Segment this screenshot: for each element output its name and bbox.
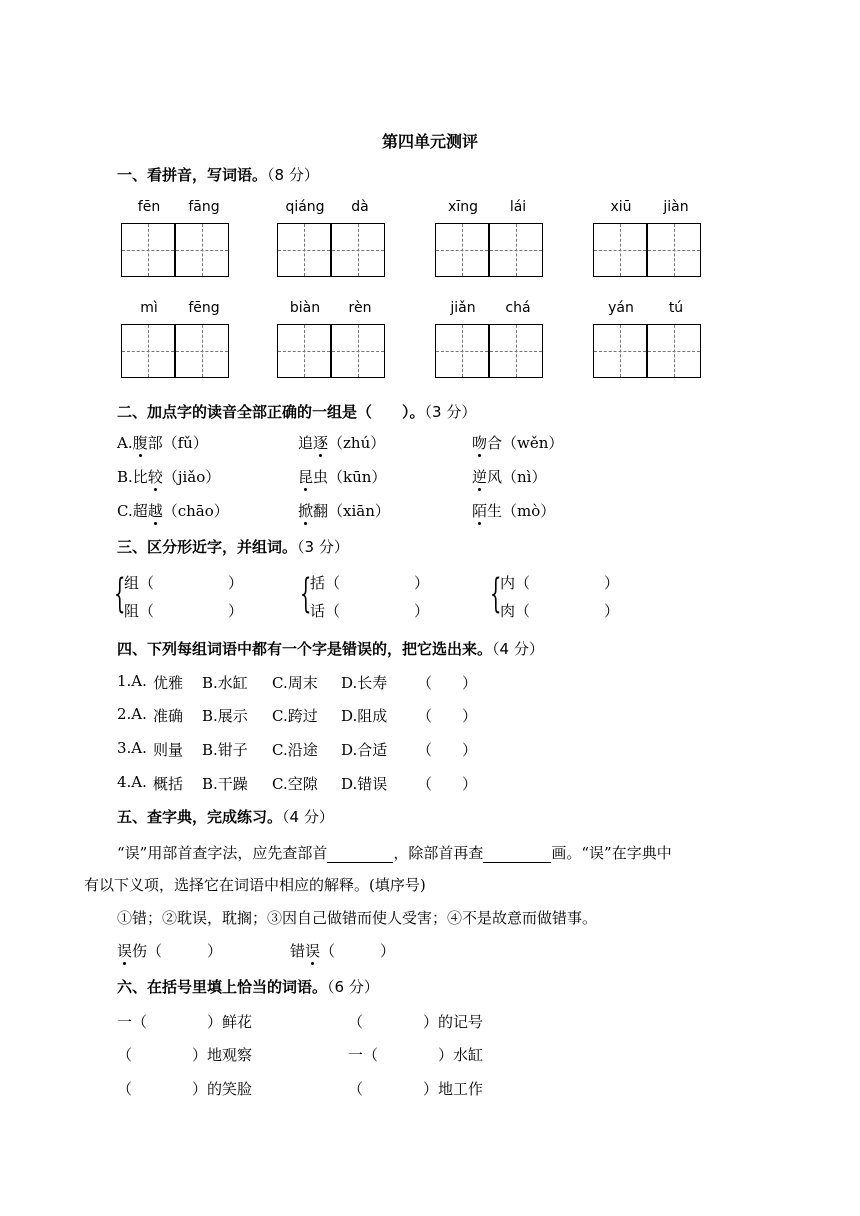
- pinyin-label: lái: [509, 199, 527, 215]
- s4-option: 准确: [153, 707, 184, 725]
- pinyin-label: rèn: [348, 300, 372, 316]
- s4-option: 2.A.: [117, 705, 147, 723]
- pair-char: 肉（: [500, 602, 531, 620]
- dotted-char: 逐: [313, 434, 329, 452]
- s4-option: C.跨过: [272, 707, 318, 725]
- pinyin-label: chá: [505, 300, 531, 316]
- writing-grid-cell[interactable]: [331, 324, 385, 378]
- s4-option: C.空隙: [272, 775, 318, 793]
- pinyin-label: jiàn: [663, 199, 689, 215]
- pinyin-label: fēng: [188, 300, 220, 316]
- writing-grid-cell[interactable]: [277, 223, 331, 277]
- writing-grid-cell[interactable]: [593, 223, 647, 277]
- s3-close: ）: [604, 574, 620, 592]
- pinyin-label: mì: [140, 300, 158, 316]
- s4-option: 则量: [153, 741, 184, 759]
- s3-pair-3-b: [500, 600, 530, 621]
- dotted-char: 掀: [298, 502, 314, 520]
- dotted-char: 逆: [472, 468, 488, 486]
- answer-blank[interactable]: （ ）: [417, 674, 478, 692]
- s3-close: ）: [414, 574, 430, 592]
- pinyin-label: xiū: [610, 199, 632, 215]
- s2-row-b: [117, 466, 220, 487]
- pinyin-label: biàn: [289, 300, 321, 316]
- option-text: 比: [132, 468, 148, 486]
- s3-close: ）: [604, 602, 620, 620]
- brace-1: {: [114, 571, 126, 617]
- writing-grid-cell[interactable]: [277, 324, 331, 378]
- s5-line-1: [117, 842, 672, 863]
- writing-grid-cell[interactable]: [593, 324, 647, 378]
- s4-option: 1.A.: [117, 672, 147, 690]
- s3-pair-3-a: [500, 572, 530, 593]
- s4-option: D.错误: [341, 775, 388, 793]
- s2-row-b-col2: [298, 466, 386, 487]
- option-text: 风（nì）: [487, 468, 547, 486]
- option-text: 生（mò）: [487, 502, 556, 520]
- s3-close: ）: [228, 574, 244, 592]
- s4-option: C.沿途: [272, 741, 318, 759]
- answer-blank[interactable]: （ ）: [417, 775, 478, 793]
- pair-char: 组（: [124, 574, 155, 592]
- writing-grid-cell[interactable]: [121, 223, 175, 277]
- s3-close: ）: [414, 602, 430, 620]
- s5-text[interactable]: （ ）: [320, 942, 396, 960]
- s4-option: D.长寿: [341, 674, 388, 692]
- option-text: 合（wěn）: [487, 434, 564, 452]
- s6-row-2-left[interactable]: （ ）地观察: [117, 1046, 253, 1064]
- section-2-points: （3 分）: [424, 403, 477, 421]
- section-6-points: （6 分）: [327, 978, 379, 996]
- writing-grid-cell[interactable]: [175, 223, 229, 277]
- section-2-heading: [117, 401, 476, 422]
- s6-row-2-right[interactable]: 一（ ）水缸: [348, 1046, 484, 1064]
- s3-close: ）: [228, 602, 244, 620]
- s4-option: B.水缸: [202, 674, 248, 692]
- s5-q1: [117, 940, 222, 961]
- option-text: 追: [298, 434, 314, 452]
- writing-grid-cell[interactable]: [121, 324, 175, 378]
- writing-grid-cell[interactable]: [647, 324, 701, 378]
- option-text: 虫（kūn）: [313, 468, 387, 486]
- option-text: 超: [132, 502, 148, 520]
- option-text: 翻（xiān）: [313, 502, 390, 520]
- s5-text: 错: [290, 942, 306, 960]
- section-4-points: （4 分）: [492, 640, 544, 658]
- s3-pair-2-a: [310, 572, 340, 593]
- page-title: 第四单元测评: [381, 132, 478, 151]
- s2-row-a: [117, 432, 208, 453]
- option-text: （zhú）: [328, 434, 386, 452]
- pair-char: 括（: [310, 574, 341, 592]
- writing-grid-cell[interactable]: [435, 223, 489, 277]
- pair-char: 话（: [310, 602, 341, 620]
- s3-pair-2-b: [310, 600, 340, 621]
- s5-text: “误”用部首查字法，应先查部首: [117, 844, 328, 862]
- s4-option: B.展示: [202, 707, 248, 725]
- section-6-heading: [117, 976, 379, 997]
- s2-row-b-col3: [472, 466, 546, 487]
- option-text: （chāo）: [162, 502, 229, 520]
- s5-text: 画。“误”在字典中: [551, 844, 672, 862]
- option-text: 部（fǔ）: [147, 434, 208, 452]
- section-4-heading-text: 四、下列每组词语中都有一个字是错误的，把它选出来。: [117, 640, 493, 658]
- s4-option: 3.A.: [117, 739, 147, 757]
- section-3-heading-text: 三、区分形近字，并组词。: [117, 538, 298, 556]
- s2-row-a-col3: [472, 432, 563, 453]
- option-prefix: A.: [117, 434, 133, 452]
- dotted-char: 误: [305, 942, 321, 960]
- writing-grid-cell[interactable]: [647, 223, 701, 277]
- pinyin-label: qiáng: [285, 199, 325, 215]
- pinyin-label: fēn: [137, 199, 161, 215]
- dotted-char: 陌: [472, 502, 488, 520]
- s5-q2: [290, 940, 395, 961]
- s6-row-3-left[interactable]: （ ）的笑脸: [117, 1080, 253, 1098]
- s4-option: B.干躁: [202, 775, 248, 793]
- section-4-heading: [117, 638, 544, 659]
- pair-char: 内（: [500, 574, 531, 592]
- dotted-char: 较: [147, 468, 163, 486]
- dotted-char: 越: [147, 502, 163, 520]
- answer-blank[interactable]: （ ）: [417, 741, 478, 759]
- pinyin-label: yán: [608, 300, 634, 316]
- section-1-points: （8 分）: [267, 166, 319, 184]
- writing-grid-cell[interactable]: [175, 324, 229, 378]
- writing-grid-cell[interactable]: [489, 324, 543, 378]
- s5-line-2: 有以下义项，选择它在词语中相应的解释。(填序号): [84, 876, 426, 894]
- writing-grid-cell[interactable]: [489, 223, 543, 277]
- dotted-char: 误: [117, 942, 133, 960]
- s3-pair-1-b: [124, 600, 154, 621]
- option-prefix: B.: [117, 468, 133, 486]
- pinyin-label: jiǎn: [450, 300, 476, 316]
- s5-text: ，除部首再查: [393, 844, 484, 862]
- option-text: （jiǎo）: [162, 468, 221, 486]
- section-5-points: （4 分）: [282, 808, 334, 826]
- dotted-char: 昆: [298, 468, 314, 486]
- brace-3: {: [490, 571, 502, 617]
- section-6-heading-text: 六、在括号里填上恰当的词语。: [117, 978, 328, 996]
- option-prefix: C.: [117, 502, 133, 520]
- s4-option: D.合适: [341, 741, 388, 759]
- writing-grid-cell[interactable]: [435, 324, 489, 378]
- s6-row-3-right[interactable]: （ ）地工作: [348, 1080, 484, 1098]
- brace-2: {: [300, 571, 312, 617]
- s2-row-c-col2: [298, 500, 390, 521]
- writing-grid-cell[interactable]: [331, 223, 385, 277]
- s4-option: 优雅: [153, 674, 184, 692]
- section-5-heading-text: 五、查字典，完成练习。: [117, 808, 283, 826]
- section-3-heading: [117, 536, 349, 557]
- strokes-blank[interactable]: [483, 844, 551, 863]
- section-2-heading-text: 二、加点字的读音全部正确的一组是（ ）。: [117, 403, 425, 421]
- section-1-heading: [117, 164, 319, 185]
- radical-blank[interactable]: [327, 844, 393, 863]
- s6-row-1-left[interactable]: 一（ ）鲜花: [117, 1013, 253, 1031]
- section-3-points: （3 分）: [297, 538, 349, 556]
- s5-line-3: ①错；②耽误，耽搁；③因自己做错而使人受害；④不是故意而做错事。: [117, 909, 598, 927]
- answer-blank[interactable]: （ ）: [417, 707, 478, 725]
- s4-option: D.阻成: [341, 707, 388, 725]
- pinyin-label: dà: [351, 199, 369, 215]
- section-5-heading: [117, 806, 334, 827]
- s2-row-c-col3: [472, 500, 555, 521]
- dotted-char: 腹: [132, 434, 148, 452]
- s2-row-a-col2: [298, 432, 385, 453]
- s4-option: 概括: [153, 775, 184, 793]
- s5-text[interactable]: 伤（ ）: [132, 942, 223, 960]
- section-1-heading-text: 一、看拼音，写词语。: [117, 166, 268, 184]
- s4-option: B.钳子: [202, 741, 248, 759]
- pinyin-label: xīng: [448, 199, 478, 215]
- pair-char: 阻（: [124, 602, 155, 620]
- dotted-char: 吻: [472, 434, 488, 452]
- pinyin-label: fāng: [188, 199, 220, 215]
- s4-option: 4.A.: [117, 773, 147, 791]
- s6-row-1-right[interactable]: （ ）的记号: [348, 1013, 484, 1031]
- s2-row-c: [117, 500, 229, 521]
- s4-option: C.周末: [272, 674, 318, 692]
- s3-pair-1-a: [124, 572, 154, 593]
- pinyin-label: tú: [668, 300, 684, 316]
